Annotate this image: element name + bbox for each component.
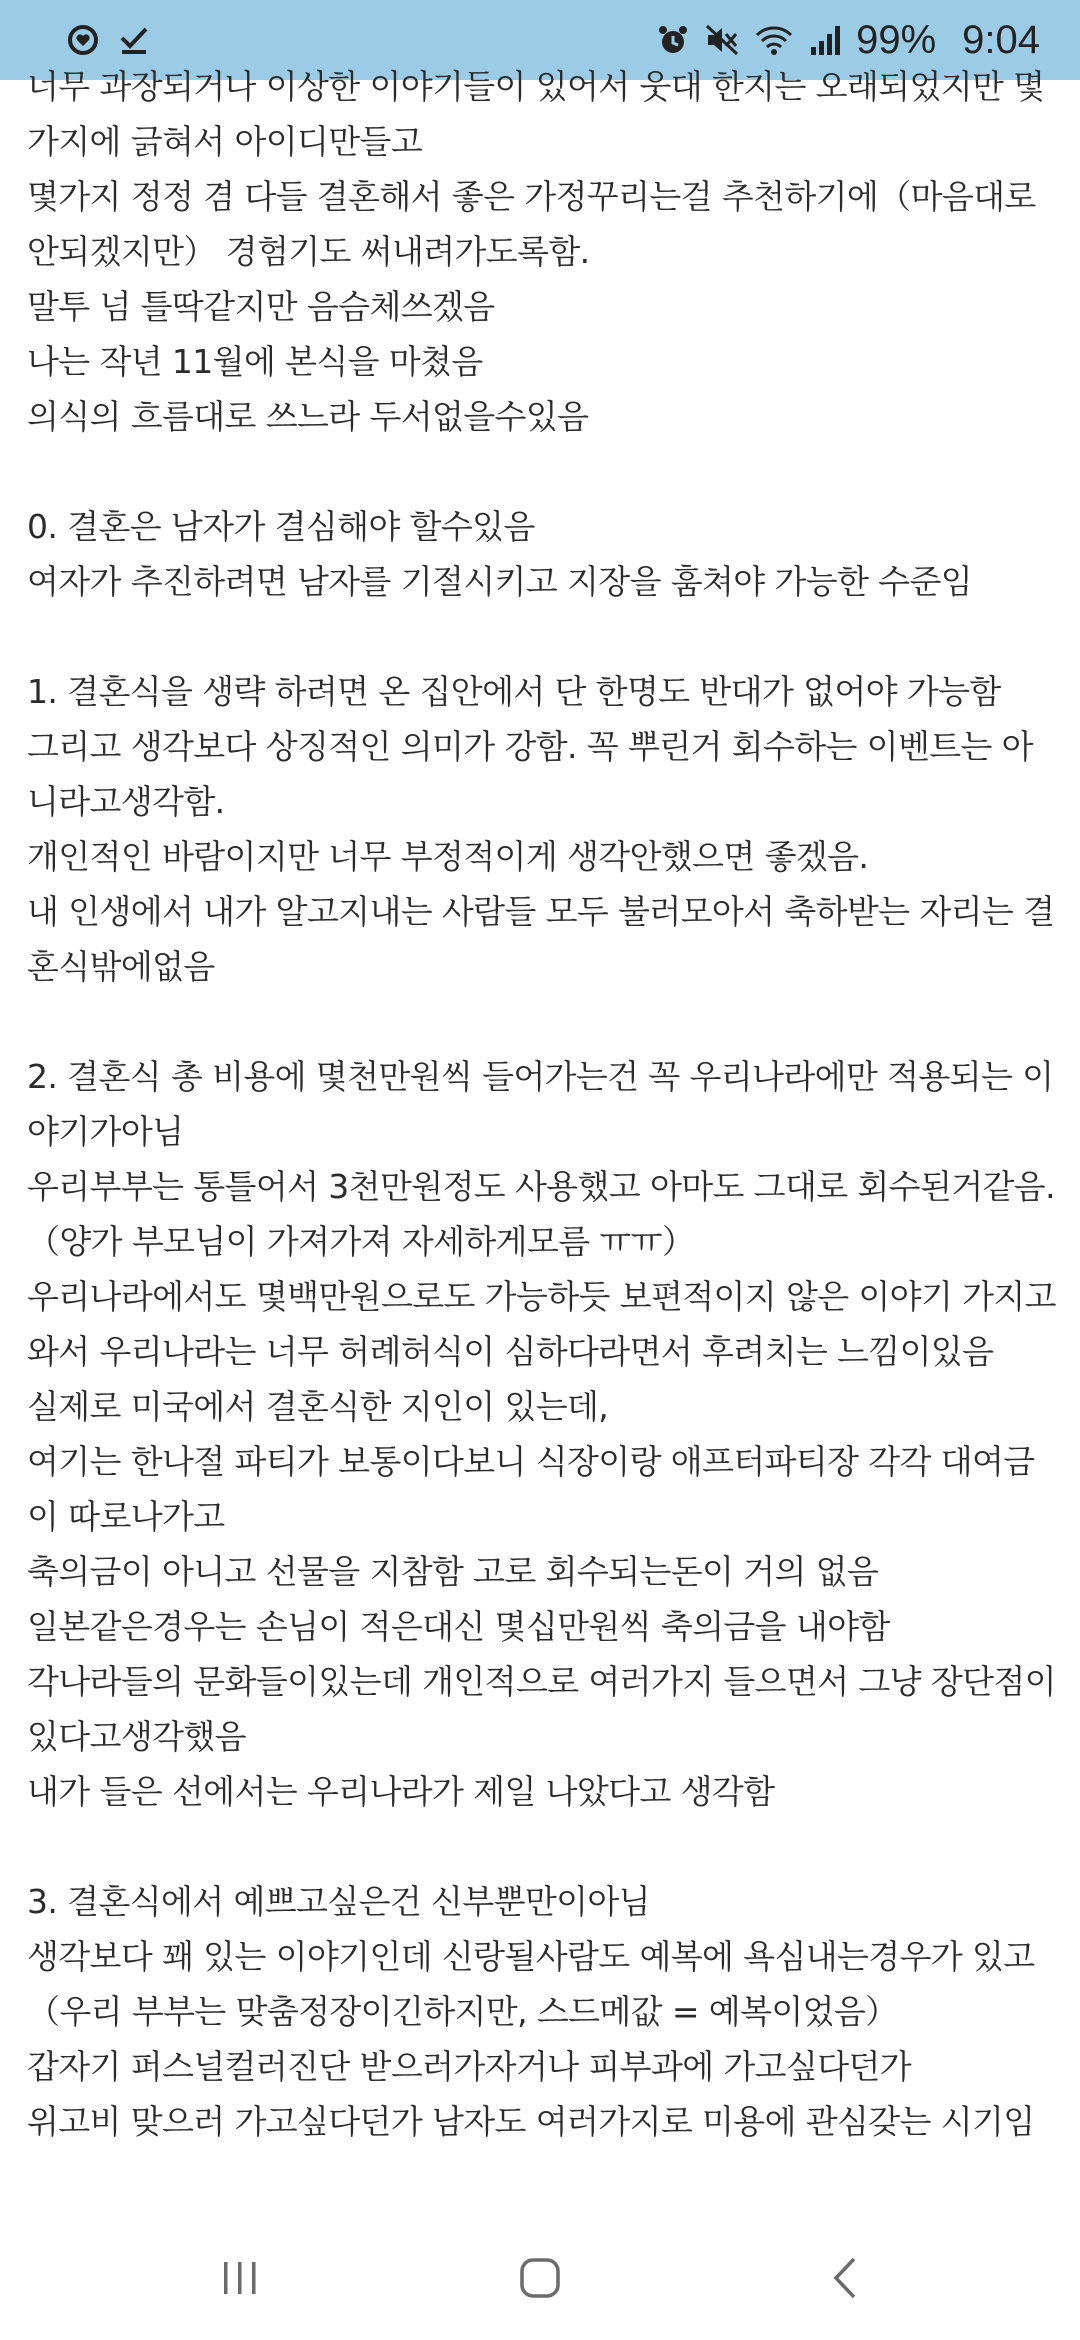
text-line: 위고비 맞으러 가고싶다던가 남자도 여러가지로 미용에 관심갖는 시기임 (27, 2102, 1035, 2141)
home-icon (518, 2256, 562, 2304)
text-line: 내가 들은 선에서는 우리나라가 제일 나았다고 생각함 (27, 1772, 775, 1811)
text-line: 2. 결혼식 총 비용에 몇천만원씩 들어가는건 꼭 우리나라에만 적용되는 이 (27, 1057, 1054, 1096)
text-line: 생각보다 꽤 있는 이야기인데 신랑될사람도 예복에 욕심내는경우가 있고 (27, 1937, 1035, 1976)
text-line: 말투 넘 틀딱같지만 음슴체쓰겠음 (27, 287, 495, 326)
back-icon (830, 2255, 860, 2305)
text-line: （양가 부모님이 가져가져 자세하게모름 ㅠㅠ） (27, 1222, 695, 1261)
text-line: 야기가아님 (27, 1112, 184, 1151)
text-line: 그리고 생각보다 상징적인 의미가 강함. 꼭 뿌린거 회수하는 이벤트는 아 (27, 727, 1033, 766)
text-line: （우리 부부는 맞춤정장이긴하지만, 스드메값 = 예복이었음） (27, 1992, 898, 2031)
mute-icon (704, 23, 740, 57)
text-line: 3. 결혼식에서 예쁘고싶은건 신부뿐만이아님 (27, 1882, 650, 1921)
text-line: 우리나라에서도 몇백만원으로도 가능하듯 보편적이지 않은 이야기 가지고 (27, 1277, 1056, 1316)
text-line: 이 따로나가고 (27, 1497, 225, 1536)
text-line: 의식의 흐름대로 쓰느라 두서없을수있음 (27, 397, 589, 436)
text-line: 각나라들의 문화들이있는데 개인적으로 여러가지 들으면서 그냥 장단점이 (27, 1662, 1056, 1701)
text-line: 몇가지 정정 겸 다들 결혼해서 좋은 가정꾸리는걸 추천하기에（마음대로 (27, 177, 1036, 216)
blank-line (27, 609, 1067, 664)
text-line: 여기는 한나절 파티가 보통이다보니 식장이랑 애프터파티장 각각 대여금 (27, 1442, 1035, 1481)
text-line: 실제로 미국에서 결혼식한 지인이 있는데, (27, 1387, 609, 1426)
home-button[interactable] (490, 2240, 590, 2320)
text-line: 일본같은경우는 손님이 적은대신 몇십만원씩 축의금을 내야함 (27, 1607, 890, 1646)
text-line: 갑자기 퍼스널컬러진단 받으러가자거나 피부과에 가고싶다던가 (27, 2047, 912, 2086)
navigation-bar (0, 2220, 1080, 2340)
battery-level: 99% (856, 17, 937, 62)
alarm-icon (656, 23, 690, 57)
blank-line (27, 1819, 1067, 1874)
check-icon (118, 24, 150, 56)
text-line: 있다고생각했음 (27, 1717, 246, 1756)
text-line: 개인적인 바람이지만 너무 부정적이게 생각안했으면 좋겠음. (27, 837, 869, 876)
text-line: 니라고생각함. (27, 782, 225, 821)
post-body (27, 59, 1067, 2149)
blank-line (27, 994, 1067, 1049)
text-line: 가지에 긁혀서 아이디만들고 (27, 122, 423, 161)
text-line: 여자가 추진하려면 남자를 기절시키고 지장을 훔쳐야 가능한 수준임 (27, 562, 973, 601)
text-line: 혼식밖에없음 (27, 947, 215, 986)
wifi-icon (754, 23, 794, 57)
text-line: 나는 작년 11월에 본식을 마쳤음 (27, 342, 483, 381)
text-line: 0. 결혼은 남자가 결심해야 할수있음 (27, 507, 535, 546)
text-line: 1. 결혼식을 생략 하려면 온 집안에서 단 한명도 반대가 없어야 가능함 (27, 672, 1001, 711)
clock: 9:04 (962, 17, 1040, 62)
text-line: 우리부부는 통틀어서 3천만원정도 사용했고 아마도 그대로 회수된거같음. (27, 1167, 1055, 1206)
text-line: 너무 과장되거나 이상한 이야기들이 있어서 웃대 한지는 오래되었지만 몇 (27, 67, 1045, 106)
text-line: 안되겠지만） 경험기도 써내려가도록함. (27, 232, 590, 271)
text-line: 축의금이 아니고 선물을 지참함 고로 회수되는돈이 거의 없음 (27, 1552, 879, 1591)
back-button[interactable] (795, 2240, 895, 2320)
recent-apps-icon (218, 2258, 262, 2302)
heart-circle-icon (66, 23, 100, 57)
text-line: 내 인생에서 내가 알고지내는 사람들 모두 불러모아서 축하받는 자리는 결 (27, 892, 1055, 931)
recent-apps-button[interactable] (190, 2240, 290, 2320)
signal-icon (808, 23, 842, 57)
blank-line (27, 444, 1067, 499)
text-line: 와서 우리나라는 너무 허례허식이 심하다라면서 후려치는 느낌이있음 (27, 1332, 994, 1371)
